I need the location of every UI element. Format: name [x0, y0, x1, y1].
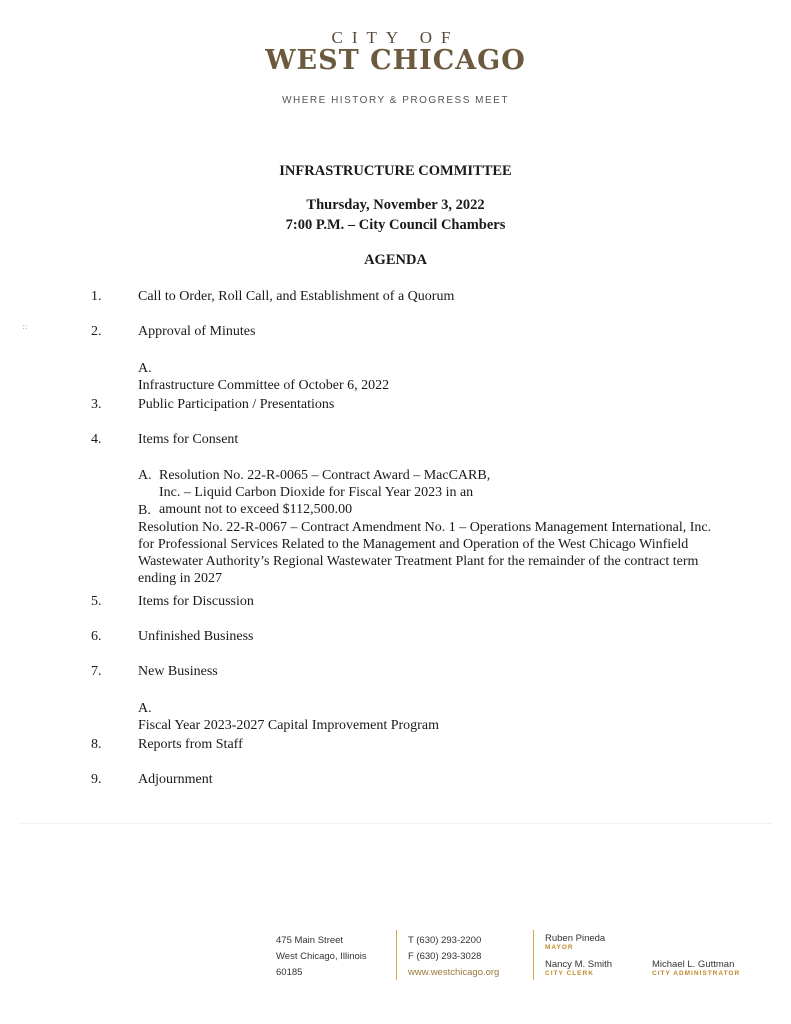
subitem-text: Resolution No. 22-R-0065 – Contract Award – MacCARB, Inc. – Liquid Carbon Dioxide for Fiscal Year 2023 in an amount not to exceed $112,500.00 [159, 468, 491, 517]
subitem-text: Infrastructure Committee of October 6, 2022 [138, 378, 390, 393]
subitem [138, 502, 718, 587]
agenda-heading: AGENDA [364, 252, 427, 268]
margin-dot-mark: :: [22, 322, 28, 331]
officer-role: CITY ADMINISTRATOR [652, 970, 741, 977]
subitem-letter: A. [138, 468, 152, 483]
item-number: 1. [91, 289, 102, 304]
subitem-letter: A. [138, 701, 152, 716]
item-number: 8. [91, 737, 102, 752]
item-text: Reports from Staff [138, 737, 243, 752]
officer-mayor [545, 933, 605, 951]
logo-city-of: CITY OF [331, 28, 460, 47]
officer-role: MAYOR [545, 944, 574, 951]
footer-contact [408, 933, 499, 981]
page-divider [20, 823, 771, 824]
item-number: 5. [91, 594, 102, 609]
officer-role: CITY CLERK [545, 970, 594, 977]
item-text: Call to Order, Roll Call, and Establishment of a Quorum [138, 289, 455, 304]
address-line: West Chicago, Illinois [276, 951, 367, 962]
item-text: Adjournment [138, 772, 213, 787]
subitem [138, 700, 718, 734]
item-number: 6. [91, 629, 102, 644]
officer-name: Ruben Pineda [545, 933, 606, 944]
subitem [138, 360, 718, 394]
fax-number: F (630) 293-3028 [408, 951, 482, 962]
item-text: New Business [138, 664, 218, 679]
item-text: Items for Consent [138, 432, 239, 447]
officer-clerk [545, 959, 612, 977]
logo-west-chicago: WEST CHICAGO [265, 45, 526, 76]
meeting-date: Thursday, November 3, 2022 [306, 197, 485, 213]
item-number: 3. [91, 397, 102, 412]
tagline: WHERE HISTORY & PROGRESS MEET [282, 95, 509, 106]
item-text: Approval of Minutes [138, 324, 256, 339]
footer-separator [396, 930, 397, 980]
subitem-text: Resolution No. 22-R-0067 – Contract Amendment No. 1 – Operations Management International, Inc. for Professional Services Related to the Management and Operation of the West Chicago Winfield Wastewater Authority’s Regional Wastewater Treatment Plant for the remainder of the contract term ending in 2027 [138, 520, 712, 586]
subitem-letter: A. [138, 361, 152, 376]
item-number: 4. [91, 432, 102, 447]
officer-name: Nancy M. Smith [545, 959, 613, 970]
subitem-letter: B. [138, 503, 151, 518]
address-line: 60185 [276, 967, 303, 978]
footer-address [276, 933, 367, 981]
item-number: 9. [91, 772, 102, 787]
website-link[interactable]: www.westchicago.org [408, 967, 500, 978]
item-text: Public Participation / Presentations [138, 397, 335, 412]
meeting-time-place: 7:00 P.M. – City Council Chambers [285, 217, 506, 233]
address-line: 475 Main Street [276, 935, 344, 946]
subitem-text: Fiscal Year 2023-2027 Capital Improvement Program [138, 718, 439, 733]
footer-separator [533, 930, 534, 980]
item-text: Items for Discussion [138, 594, 254, 609]
committee-title: INFRASTRUCTURE COMMITTEE [279, 163, 512, 179]
phone-number: T (630) 293-2200 [408, 935, 482, 946]
item-number: 7. [91, 664, 102, 679]
officer-administrator [652, 959, 740, 977]
item-text: Unfinished Business [138, 629, 254, 644]
item-number: 2. [91, 324, 102, 339]
officer-name: Michael L. Guttman [652, 959, 735, 970]
